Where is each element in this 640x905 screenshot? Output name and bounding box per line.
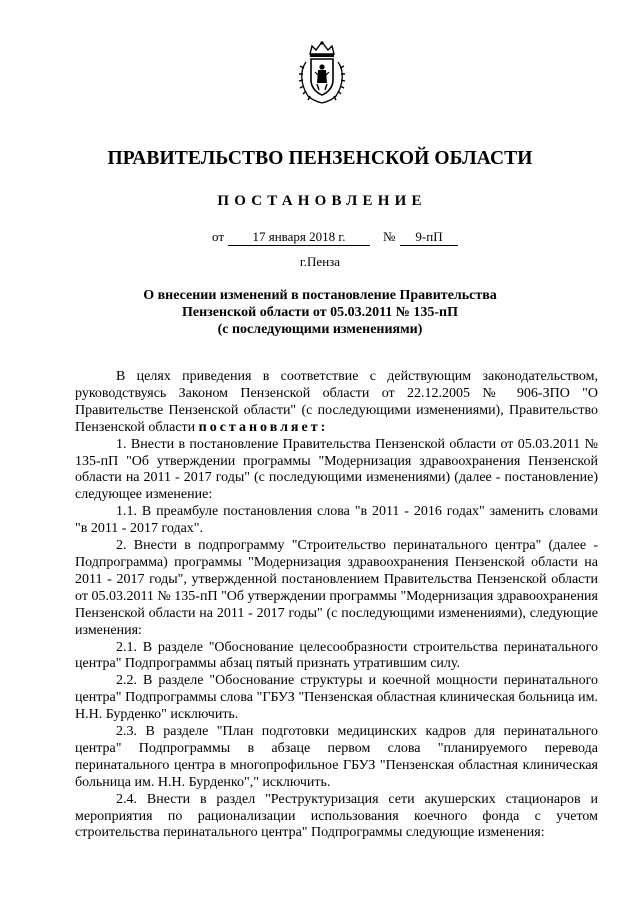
date-label: от [212, 229, 225, 244]
penza-coat-of-arms-icon [296, 40, 348, 106]
document-title [100, 287, 540, 338]
preamble [75, 369, 598, 437]
date-value: 17 января 2018 г. [228, 229, 370, 246]
document-type: ПОСТАНОВЛЕНИЕ [217, 193, 427, 209]
paragraph-1: 1. Внести в постановление Правительства Пензенской области от 05.03.2011 № 135-пП "Об утверждении программы "Модернизация здравоохранения Пензенской области на 2011 - 2017 годы" (с последующими изменениями) (далее - постановление) следующее изменение: [75, 436, 598, 503]
number-value: 9-пП [400, 229, 458, 246]
preamble-text: В целях приведения в соответствие с действующим законодательством, руководствуясь Законом Пензенской области от 22.12.2005 № 906-ЗПО "О Правительстве Пензенской области" (с последующими изменениями), Правительство Пензенской области [75, 369, 598, 435]
preamble-emphasis: постановляет: [198, 419, 329, 435]
title-line: (с последующими изменениями) [217, 322, 423, 337]
paragraph-1-1: 1.1. В преамбуле постановления слова "в 2011 - 2016 годах" заменить словами "в 2011 - 2017 годах". [75, 504, 598, 537]
government-name: ПРАВИТЕЛЬСТВО ПЕНЗЕНСКОЙ ОБЛАСТИ [107, 148, 533, 169]
title-line: Пензенской области от 05.03.2011 № 135-пП [181, 305, 458, 320]
paragraph-2-1: 2.1. В разделе "Обоснование целесообразности строительства перинатального центра" Подпрограммы абзац пятый признать утратившим силу. [75, 639, 598, 672]
paragraph-2: 2. Внести в подпрограмму "Строительство перинатального центра" (далее - Подпрограмма) программы "Модернизация здравоохранения Пензенской области на 2011 - 2017 годы", утвержденной постановлением Правительства Пензенской области от 05.03.2011 № 135-пП "Об утверждении программы "Модернизация здравоохранения Пензенской области на 2011 - 2017 годы" (с последующими изменениями), следующие изменения: [75, 538, 598, 638]
paragraph-2-2: 2.2. В разделе "Обоснование структуры и коечной мощности перинатального центра" Подпрограммы слова "ГБУЗ "Пензенская областная клиническая больница им. Н.Н. Бурденко" исключить. [75, 673, 598, 723]
document-body [75, 369, 598, 842]
title-line: О внесении изменений в постановление Правительства [143, 288, 497, 303]
paragraph-2-4: 2.4. Внести в раздел "Реструктуризация сети акушерских стационаров и мероприятия по рационализации использования коечного фонда с учетом строительства перинатального центра" Подпрограммы следующие изменения: [75, 791, 598, 841]
paragraph-2-3: 2.3. В разделе "План подготовки медицинских кадров для перинатального центра" Подпрограммы в абзаце первом слова "планируемого перевода перинатального центра в многопрофильное ГБУЗ "Пензенская областная клиническая больница им. Н.Н. Бурденко"," исключить. [75, 724, 598, 790]
number-label: № [383, 229, 396, 244]
city: г.Пенза [299, 254, 341, 269]
